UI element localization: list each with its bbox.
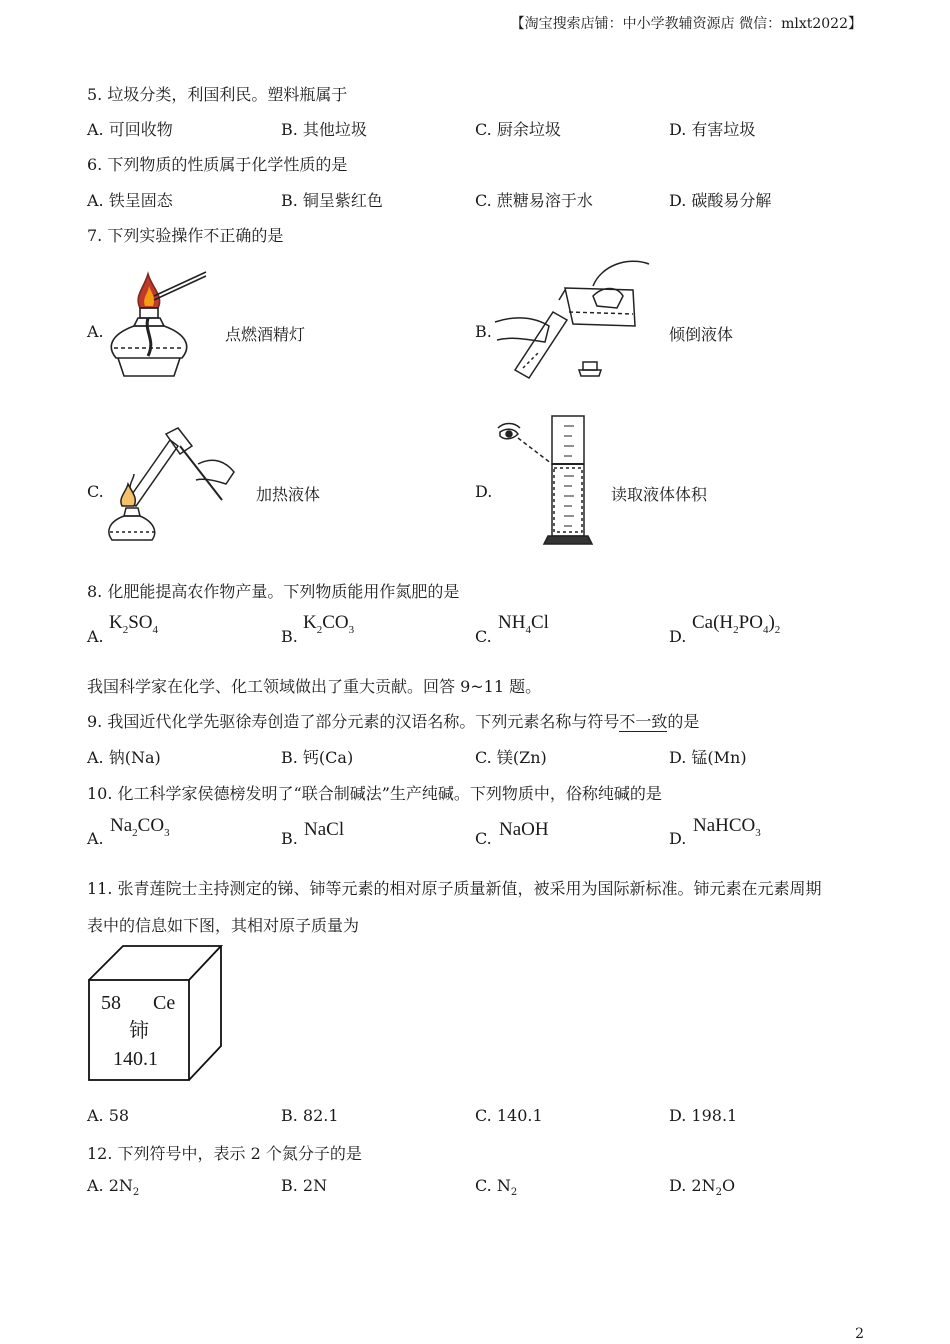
- q11-option-b[interactable]: B. 82.1: [281, 1106, 339, 1125]
- alcohol-lamp-lighting-icon: [104, 266, 214, 382]
- question-10-stem: 10. 化工科学家侯德榜发明了“联合制碱法”生产纯碱。下列物质中，俗称纯碱的是: [87, 784, 662, 803]
- q8-option-a-formula: $K_2SO_4$: [109, 612, 159, 636]
- q7-option-d-letter[interactable]: D.: [475, 482, 493, 501]
- q5-option-a[interactable]: A. 可回收物: [87, 120, 173, 139]
- q9-emphasis: 不一致: [619, 712, 668, 731]
- heating-liquid-icon: [104, 424, 242, 548]
- question-9-stem: 9. 我国近代化学先驱徐寿创造了部分元素的汉语名称。下列元素名称与符号不一致的是: [87, 712, 700, 731]
- q6-option-c[interactable]: C. 蔗糖易溶于水: [475, 191, 593, 210]
- q12-option-d[interactable]: D. $2N_2O$: [669, 1176, 736, 1199]
- q11-option-c[interactable]: C. 140.1: [475, 1106, 543, 1125]
- page-number: 2: [855, 1326, 864, 1342]
- question-5-stem: 5. 垃圾分类，利国利民。塑料瓶属于: [87, 85, 348, 104]
- q6-option-b[interactable]: B. 铜呈紫红色: [281, 191, 383, 210]
- q11-option-a[interactable]: A. 58: [87, 1106, 130, 1125]
- q10-option-a-letter[interactable]: A.: [87, 829, 104, 848]
- q8-option-d-letter[interactable]: D.: [669, 627, 687, 646]
- q6-option-a[interactable]: A. 铁呈固态: [87, 191, 173, 210]
- q11-option-d[interactable]: D. 198.1: [669, 1106, 738, 1125]
- q8-option-d-formula: $Ca(H_2PO_4)_2$: [692, 612, 781, 636]
- question-7-stem: 7. 下列实验操作不正确的是: [87, 226, 284, 245]
- q10-option-d-letter[interactable]: D.: [669, 829, 687, 848]
- element-atomic-number: 58: [101, 992, 121, 1014]
- q12-option-c[interactable]: C. $N_2$: [475, 1176, 518, 1199]
- question-11-stem-line-2: 表中的信息如下图，其相对原子质量为: [87, 916, 360, 935]
- question-12-stem: 12. 下列符号中，表示 2 个氮分子的是: [87, 1144, 362, 1163]
- element-name: 铈: [129, 1018, 149, 1042]
- q7-option-c-caption: 加热液体: [256, 485, 321, 504]
- q7-option-d-caption: 读取液体体积: [611, 485, 708, 504]
- q10-option-a-formula: $Na_2CO_3$: [110, 815, 170, 839]
- q9-option-a[interactable]: A. 钠(Na): [87, 748, 161, 767]
- q7-option-a-caption: 点燃酒精灯: [225, 325, 306, 344]
- q10-option-d-formula: NaHCO$_3$: [693, 815, 761, 839]
- q9-option-b[interactable]: B. 钙(Ca): [281, 748, 354, 767]
- question-6-stem: 6. 下列物质的性质属于化学性质的是: [87, 155, 348, 174]
- q8-option-a-letter[interactable]: A.: [87, 627, 104, 646]
- q12-option-a[interactable]: A. $2N_2$: [87, 1176, 140, 1199]
- pouring-liquid-icon: [493, 256, 655, 382]
- reading-cylinder-icon: [494, 414, 596, 548]
- q6-option-d[interactable]: D. 碳酸易分解: [669, 191, 772, 210]
- q8-option-b-letter[interactable]: B.: [281, 627, 298, 646]
- q10-option-b-formula: NaCl: [304, 819, 345, 840]
- q10-option-c-letter[interactable]: C.: [475, 829, 492, 848]
- q7-option-c-letter[interactable]: C.: [87, 482, 104, 501]
- q8-option-c-formula: $NH_4Cl$: [498, 612, 549, 636]
- q9-option-c[interactable]: C. 镁(Zn): [475, 748, 547, 767]
- element-symbol: Ce: [153, 992, 176, 1014]
- q5-option-c[interactable]: C. 厨余垃圾: [475, 120, 561, 139]
- q7-option-b-letter[interactable]: B.: [475, 322, 492, 341]
- q10-option-b-letter[interactable]: B.: [281, 829, 298, 848]
- q5-option-b[interactable]: B. 其他垃圾: [281, 120, 367, 139]
- question-8-stem: 8. 化肥能提高农作物产量。下列物质能用作氮肥的是: [87, 582, 460, 601]
- element-atomic-mass: 140.1: [113, 1048, 158, 1070]
- q12-option-b[interactable]: B. 2N: [281, 1176, 328, 1195]
- q8-option-b-formula: $K_2CO_3$: [303, 612, 355, 636]
- element-tile-cerium: [87, 944, 223, 1084]
- q7-option-a-letter[interactable]: A.: [87, 322, 104, 341]
- q5-option-d[interactable]: D. 有害垃圾: [669, 120, 756, 139]
- header-note: 【淘宝搜索店铺：中小学教辅资源店 微信：mlxt2022】: [510, 16, 862, 32]
- question-11-stem-line-1: 11. 张青莲院士主持测定的锑、铈等元素的相对原子质量新值，被采用为国际新标准。铈元素在元素周期: [87, 879, 822, 898]
- q9-option-d[interactable]: D. 锰(Mn): [669, 748, 747, 767]
- group-intro: 我国科学家在化学、化工领域做出了重大贡献。回答 9~11 题。: [87, 677, 542, 696]
- q8-option-c-letter[interactable]: C.: [475, 627, 492, 646]
- q10-option-c-formula: NaOH: [499, 819, 549, 840]
- q7-option-b-caption: 倾倒液体: [669, 325, 734, 344]
